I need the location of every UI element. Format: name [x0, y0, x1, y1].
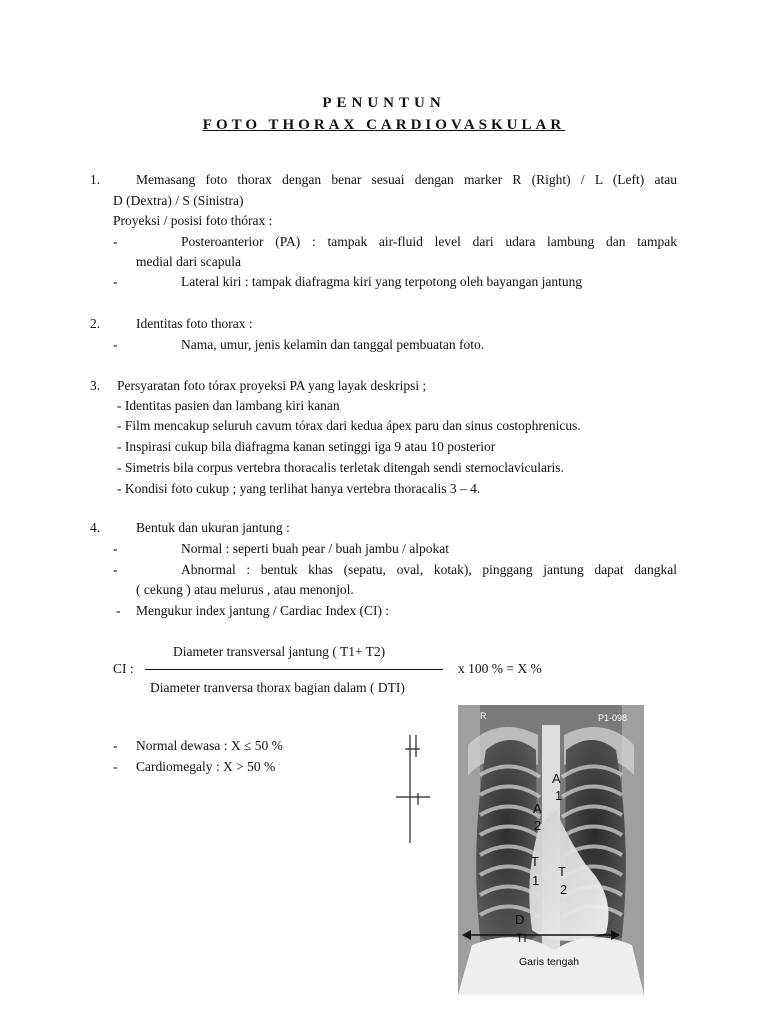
- measurement-marker-icon: [390, 735, 440, 845]
- list-dash: -: [116, 603, 121, 618]
- section-1-text: Memasang foto thorax dengan benar sesuai dengan marker R (Right) / L (Left) atau: [136, 172, 677, 187]
- list-dash: -: [113, 738, 118, 753]
- section-1-number: 1.: [90, 172, 101, 187]
- page-subtitle: [0, 117, 768, 134]
- list-item-pa-cont: medial dari scapula: [136, 254, 241, 269]
- formula-denominator: Diameter tranversa thorax bagian dalam ( DTI): [150, 680, 405, 695]
- list-item: - Kondisi foto cukup ; yang terlihat hanya vertebra thoracalis 3 – 4.: [117, 481, 481, 496]
- section-2-text: Identitas foto thorax :: [136, 316, 253, 331]
- label-t2-sub: 2: [560, 882, 568, 897]
- list-dash: -: [113, 234, 118, 249]
- formula-multiplier: x 100 % = X %: [458, 661, 542, 676]
- list-dash: -: [113, 541, 118, 556]
- page-subtitle-text: FOTO THORAX CARDIOVASKULAR: [202, 117, 566, 133]
- label-t2: T: [558, 864, 566, 879]
- list-item-normal: Normal : seperti buah pear / buah jambu / alpokat: [181, 541, 450, 556]
- label-dti: D: [515, 912, 525, 927]
- section-2-number: 2.: [90, 316, 101, 331]
- list-dash: -: [113, 759, 118, 774]
- label-a2-sub: 2: [534, 818, 542, 833]
- list-item: - Inspirasi cukup bila diafragma kanan setinggi iga 9 atau 10 posterior: [117, 439, 496, 454]
- list-item-abnormal: Abnormal : bentuk khas (sepatu, oval, kotak), pinggang jantung dapat dangkal: [181, 562, 677, 577]
- list-dash: -: [113, 274, 118, 289]
- list-item: - Identitas pasien dan lambang kiri kanan: [117, 398, 340, 413]
- dti-arrow-icon: [462, 928, 622, 942]
- list-dash: -: [113, 337, 118, 352]
- label-a1-sub: 1: [555, 788, 563, 803]
- result-cardiomegaly: Cardiomegaly : X > 50 %: [136, 759, 276, 774]
- label-a2: A: [533, 801, 542, 816]
- chest-xray-image: [458, 705, 644, 995]
- result-normal: Normal dewasa : X ≤ 50 %: [136, 738, 283, 753]
- list-item-pa: Posteroanterior (PA) : tampak air-fluid level dari udara lambung dan tampak: [181, 234, 677, 249]
- xray-caption: Garis tengah: [519, 956, 580, 968]
- xray-corner-code: P1-098: [598, 713, 628, 723]
- xray-marker-r: R: [480, 711, 487, 721]
- list-item-lateral: Lateral kiri : tampak diafragma kiri yang terpotong oleh bayangan jantung: [181, 274, 583, 289]
- fraction-bar: [145, 669, 443, 670]
- list-item-abnormal-cont: ( cekung ) atau melurus , atau menonjol.: [136, 582, 354, 597]
- label-dti-sub: TI: [516, 931, 527, 945]
- page-title: PENUNTUN: [322, 95, 446, 111]
- section-1-projection-label: Proyeksi / posisi foto thórax :: [113, 213, 273, 228]
- list-dash: -: [113, 562, 118, 577]
- section-4-text: Bentuk dan ukuran jantung :: [136, 520, 290, 535]
- list-item: - Film mencakup seluruh cavum tórax dari kedua ápex paru dan sinus costophrenicus.: [117, 418, 581, 433]
- section-3-text: Persyaratan foto tórax proyeksi PA yang layak deskripsi ;: [117, 378, 427, 393]
- chest-xray-drawing: [458, 705, 644, 995]
- formula-label: CI :: [113, 661, 134, 676]
- label-t1-sub: 1: [532, 873, 540, 888]
- list-item-ci: Mengukur index jantung / Cardiac Index (CI) :: [136, 603, 390, 618]
- label-t1: T: [531, 854, 539, 869]
- section-1-text-cont: D (Dextra) / S (Sinistra): [113, 193, 244, 208]
- list-item-identity: Nama, umur, jenis kelamin dan tanggal pembuatan foto.: [181, 337, 485, 352]
- section-3-number: 3.: [90, 378, 101, 393]
- formula-numerator: Diameter transversal jantung ( T1+ T2): [173, 644, 386, 659]
- label-a1: A: [552, 771, 561, 786]
- section-4-number: 4.: [90, 520, 101, 535]
- list-item: - Simetris bila corpus vertebra thoracalis terletak ditengah sendi sternoclavicularis.: [117, 460, 564, 475]
